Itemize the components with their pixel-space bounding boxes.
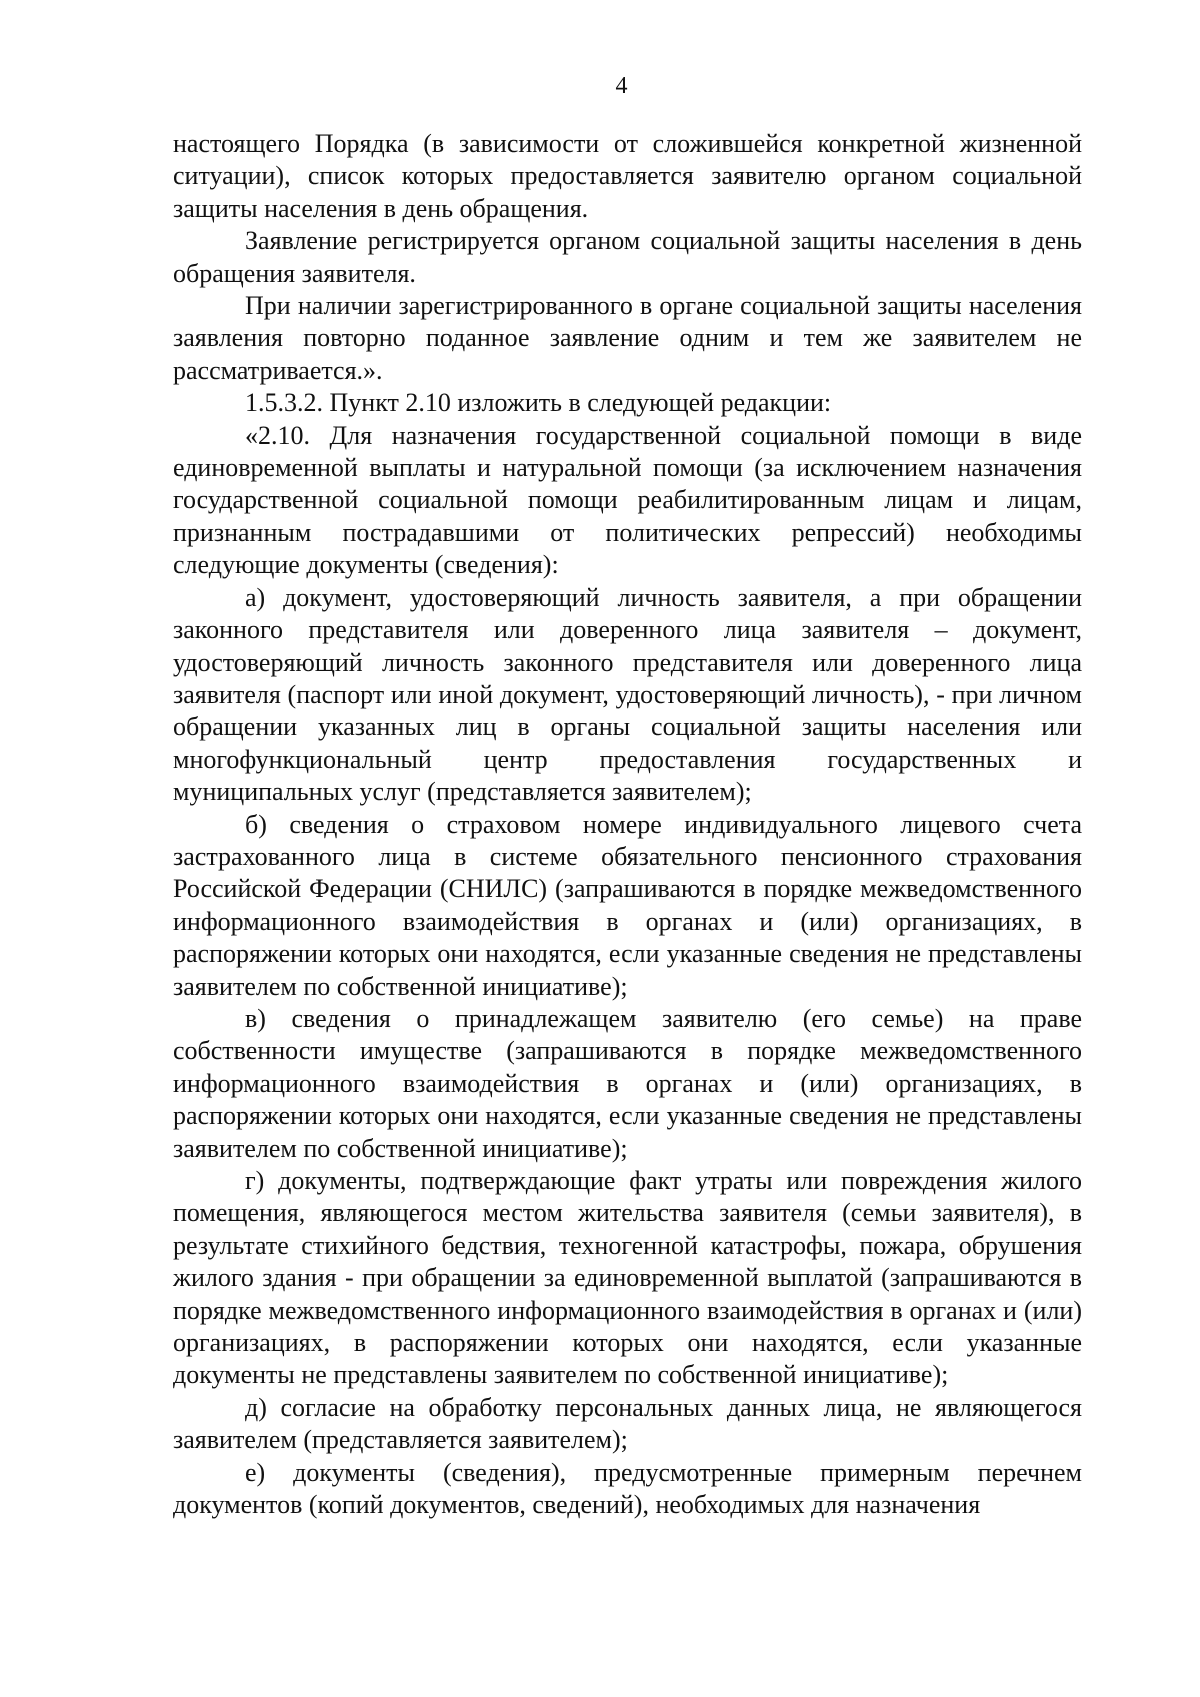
- page-number: 4: [615, 73, 628, 99]
- paragraph-registration: Заявление регистрируется органом социальной защиты населения в день обращения заявителя.: [173, 226, 1082, 288]
- list-item-e: е) документы (сведения), предусмотренные примерным перечнем документов (копий документов, сведений), необходимых для назначения: [173, 1457, 1082, 1520]
- paragraph-continuation: настоящего Порядка (в зависимости от сложившейся конкретной жизненной ситуации), список которых предоставляется заявителю органом социальной защиты населения в день обращения.: [173, 129, 1082, 223]
- paragraph-repeat-application: При наличии зарегистрированного в органе социальной защиты населения заявления повторно поданное заявление одним и тем же заявителем не рассматривается.».: [173, 291, 1082, 385]
- list-item-d: д) согласие на обработку персональных данных лица, не являющегося заявителем (представляется заявителем);: [173, 1392, 1082, 1455]
- list-item-v: в) сведения о принадлежащем заявителю (его семье) на праве собственности имуществе (запрашиваются в порядке межведомственного информационного взаимодействия в органах и (или) организациях, в распоряжении которых они находятся, если указанные сведения не представлены заявителем по собственной инициативе);: [173, 1003, 1082, 1163]
- document-body: [173, 128, 1082, 1521]
- paragraph-amendment-2-10: 1.5.3.2. Пункт 2.10 изложить в следующей редакции:: [245, 388, 832, 418]
- list-item-a: а) документ, удостоверяющий личность заявителя, а при обращении законного представителя или доверенного лица заявителя – документ, удостоверяющий личность законного представителя или доверенного лица заявителя (паспорт или иной документ, удостоверяющий личность), - при личном обращении указанных лиц в органы социальной защиты населения или многофункциональный центр предоставления государственных и муниципальных услуг (представляется заявителем);: [173, 582, 1082, 807]
- paragraph-clause-2-10: «2.10. Для назначения государственной социальной помощи в виде единовременной выплаты и натуральной помощи (за исключением назначения государственной социальной помощи реабилитированным лицам и лицам, признанным пострадавшими от политических репрессий) необходимы следующие документы (сведения):: [173, 420, 1082, 580]
- list-item-b: б) сведения о страховом номере индивидуального лицевого счета застрахованного лица в системе обязательного пенсионного страхования Российской Федерации (СНИЛС) (запрашиваются в порядке межведомственного информационного взаимодействия в органах и (или) организациях, в распоряжении которых они находятся, если указанные сведения не представлены заявителем по собственной инициативе);: [173, 809, 1082, 1001]
- list-item-g: г) документы, подтверждающие факт утраты или повреждения жилого помещения, являющегося местом жительства заявителя (семьи заявителя), в результате стихийного бедствия, техногенной катастрофы, пожара, обрушения жилого здания - при обращении за единовременной выплатой (запрашиваются в порядке межведомственного информационного взаимодействия в органах и (или) организациях, в распоряжении которых они находятся, если указанные документы не представлены заявителем по собственной инициативе);: [173, 1166, 1082, 1390]
